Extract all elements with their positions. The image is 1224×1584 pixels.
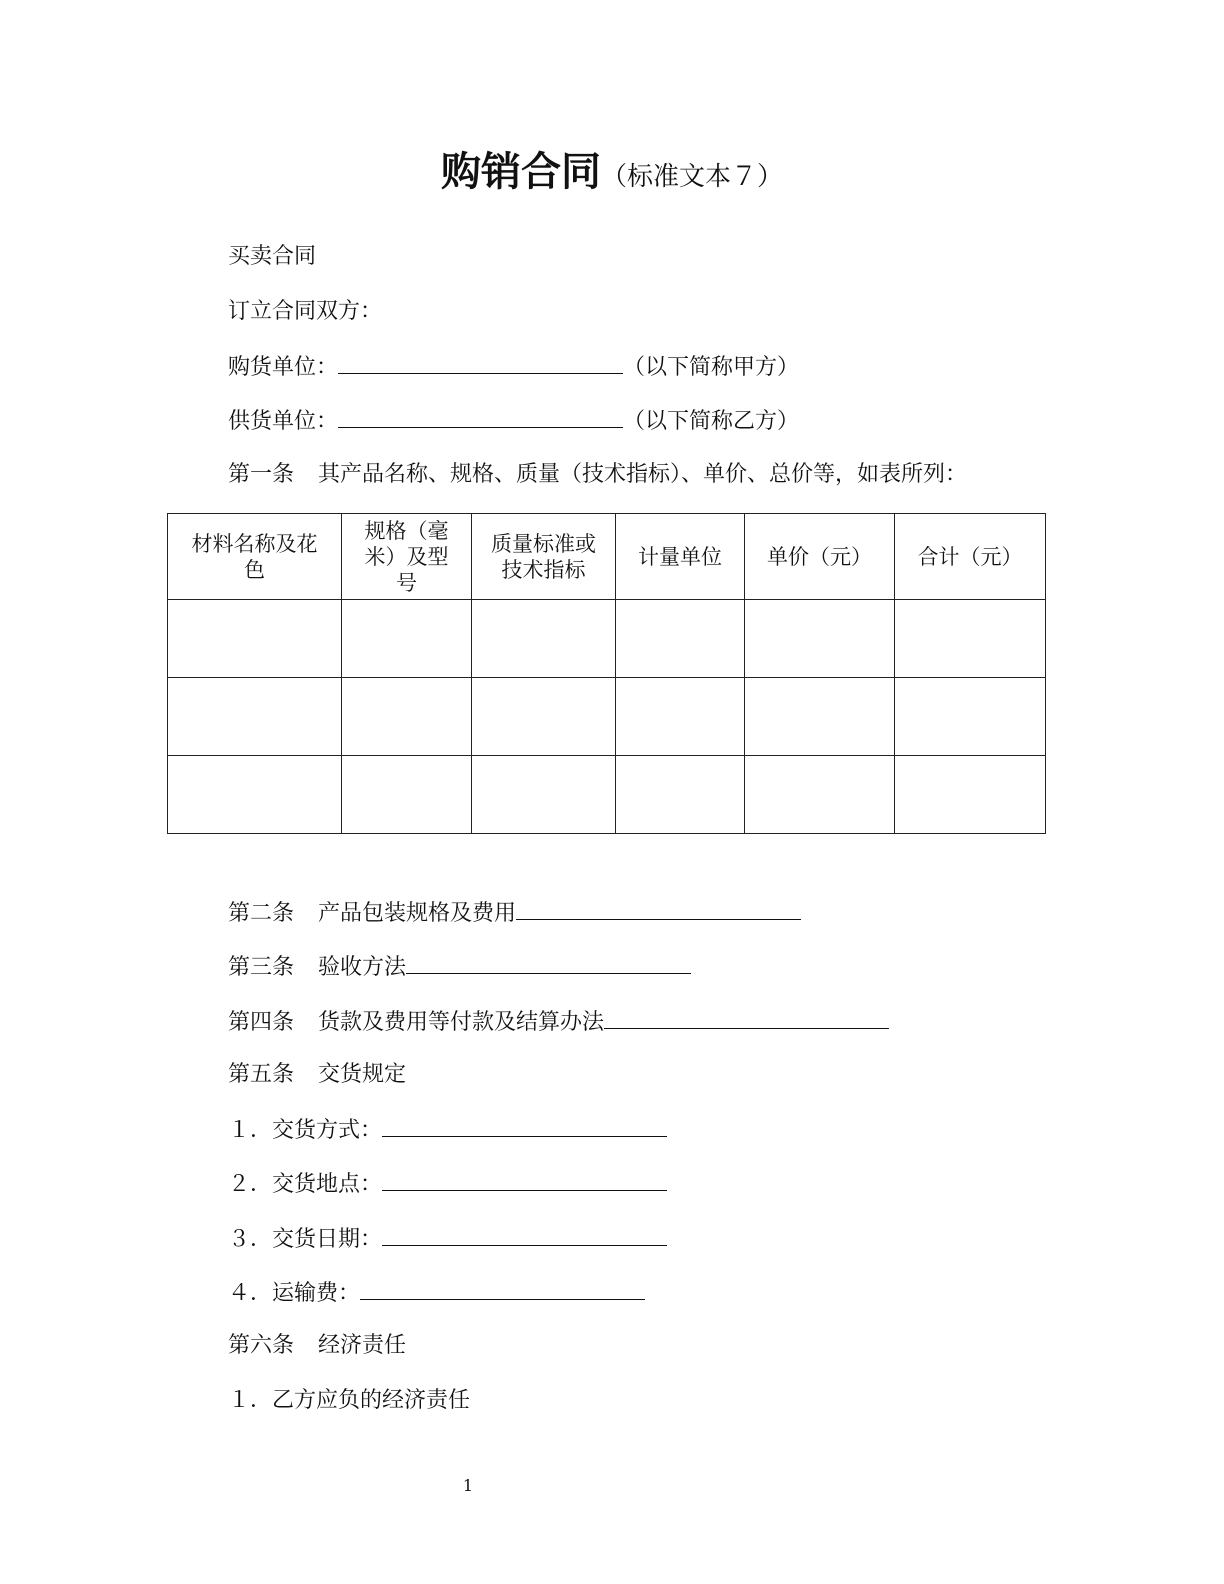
article-1-number: 第一条 bbox=[228, 462, 295, 487]
seller-blank[interactable] bbox=[338, 405, 623, 428]
table-cell[interactable] bbox=[745, 678, 895, 756]
table-header-cell: 材料名称及花色 bbox=[168, 514, 342, 600]
delivery-method-blank[interactable] bbox=[382, 1114, 667, 1137]
article-2-number: 第二条 bbox=[228, 901, 295, 926]
delivery-place-blank[interactable] bbox=[382, 1168, 667, 1191]
delivery-date-blank[interactable] bbox=[382, 1223, 667, 1246]
freight-line bbox=[228, 1277, 645, 1309]
article-4-blank[interactable] bbox=[604, 1006, 889, 1029]
delivery-date-line bbox=[228, 1223, 667, 1255]
buyer-line bbox=[228, 351, 799, 383]
delivery-place-label: ２．交货地点： bbox=[228, 1172, 383, 1197]
article-6-number: 第六条 bbox=[228, 1333, 295, 1358]
article-3-blank[interactable] bbox=[406, 951, 691, 974]
table-header-cell: 规格（毫米）及型号 bbox=[342, 514, 472, 600]
article-4-text: 货款及费用等付款及结算办法 bbox=[318, 1010, 605, 1035]
parties-label: 订立合同双方： bbox=[228, 299, 383, 324]
table-cell[interactable] bbox=[895, 756, 1046, 834]
freight-blank[interactable] bbox=[360, 1277, 645, 1300]
article-3-text: 验收方法 bbox=[318, 955, 407, 980]
table-cell[interactable] bbox=[616, 756, 745, 834]
table-cell[interactable] bbox=[616, 678, 745, 756]
article-1-text: 其产品名称、规格、质量（技术指标）、单价、总价等，如表所列： bbox=[318, 462, 968, 487]
table-header-cell: 计量单位 bbox=[616, 514, 745, 600]
article-4-number: 第四条 bbox=[228, 1010, 295, 1035]
article-6 bbox=[228, 1331, 406, 1361]
table-header-cell: 合计（元） bbox=[895, 514, 1046, 600]
table-cell[interactable] bbox=[616, 600, 745, 678]
article-2-text: 产品包装规格及费用 bbox=[318, 901, 517, 926]
buyer-suffix: （以下简称甲方） bbox=[623, 355, 800, 380]
title-main: 购销合同 bbox=[440, 149, 601, 195]
table-header-cell: 质量标准或技术指标 bbox=[472, 514, 616, 600]
table-cell[interactable] bbox=[745, 600, 895, 678]
seller-liability-item: １．乙方应负的经济责任 bbox=[228, 1388, 471, 1413]
article-5 bbox=[228, 1060, 406, 1090]
article-2-blank[interactable] bbox=[516, 897, 801, 920]
table-cell[interactable] bbox=[472, 600, 616, 678]
table-row bbox=[168, 600, 1046, 678]
article-1 bbox=[228, 460, 967, 490]
delivery-place-line bbox=[228, 1168, 667, 1200]
table-header-cell: 单价（元） bbox=[745, 514, 895, 600]
article-5-number: 第五条 bbox=[228, 1062, 295, 1087]
document-title bbox=[0, 140, 1224, 212]
table-cell[interactable] bbox=[342, 678, 472, 756]
article-3 bbox=[228, 951, 691, 983]
delivery-date-label: ３．交货日期： bbox=[228, 1227, 383, 1252]
table-header-row bbox=[168, 514, 1046, 600]
delivery-method-label: １．交货方式： bbox=[228, 1118, 383, 1143]
buyer-label: 购货单位： bbox=[228, 355, 339, 380]
table-cell[interactable] bbox=[342, 756, 472, 834]
title-sub: （标准文本７） bbox=[600, 162, 783, 192]
article-4 bbox=[228, 1006, 889, 1038]
seller-suffix: （以下简称乙方） bbox=[623, 409, 800, 434]
table-cell[interactable] bbox=[342, 600, 472, 678]
article-6-text: 经济责任 bbox=[318, 1333, 407, 1358]
seller-label: 供货单位： bbox=[228, 409, 339, 434]
contract-type: 买卖合同 bbox=[228, 244, 317, 269]
article-2 bbox=[228, 897, 801, 929]
table-cell[interactable] bbox=[745, 756, 895, 834]
table-cell[interactable] bbox=[168, 678, 342, 756]
table-cell[interactable] bbox=[168, 756, 342, 834]
table-row bbox=[168, 678, 1046, 756]
buyer-blank[interactable] bbox=[338, 351, 623, 374]
seller-line bbox=[228, 405, 799, 437]
delivery-method-line bbox=[228, 1114, 667, 1146]
table-row bbox=[168, 756, 1046, 834]
article-3-number: 第三条 bbox=[228, 955, 295, 980]
page-number: 1 bbox=[462, 1476, 474, 1495]
table-cell[interactable] bbox=[895, 678, 1046, 756]
table-cell[interactable] bbox=[472, 756, 616, 834]
table-cell[interactable] bbox=[895, 600, 1046, 678]
table-cell[interactable] bbox=[168, 600, 342, 678]
article-5-text: 交货规定 bbox=[318, 1062, 407, 1087]
freight-label: ４．运输费： bbox=[228, 1281, 361, 1306]
table-cell[interactable] bbox=[472, 678, 616, 756]
product-table bbox=[167, 513, 1046, 834]
